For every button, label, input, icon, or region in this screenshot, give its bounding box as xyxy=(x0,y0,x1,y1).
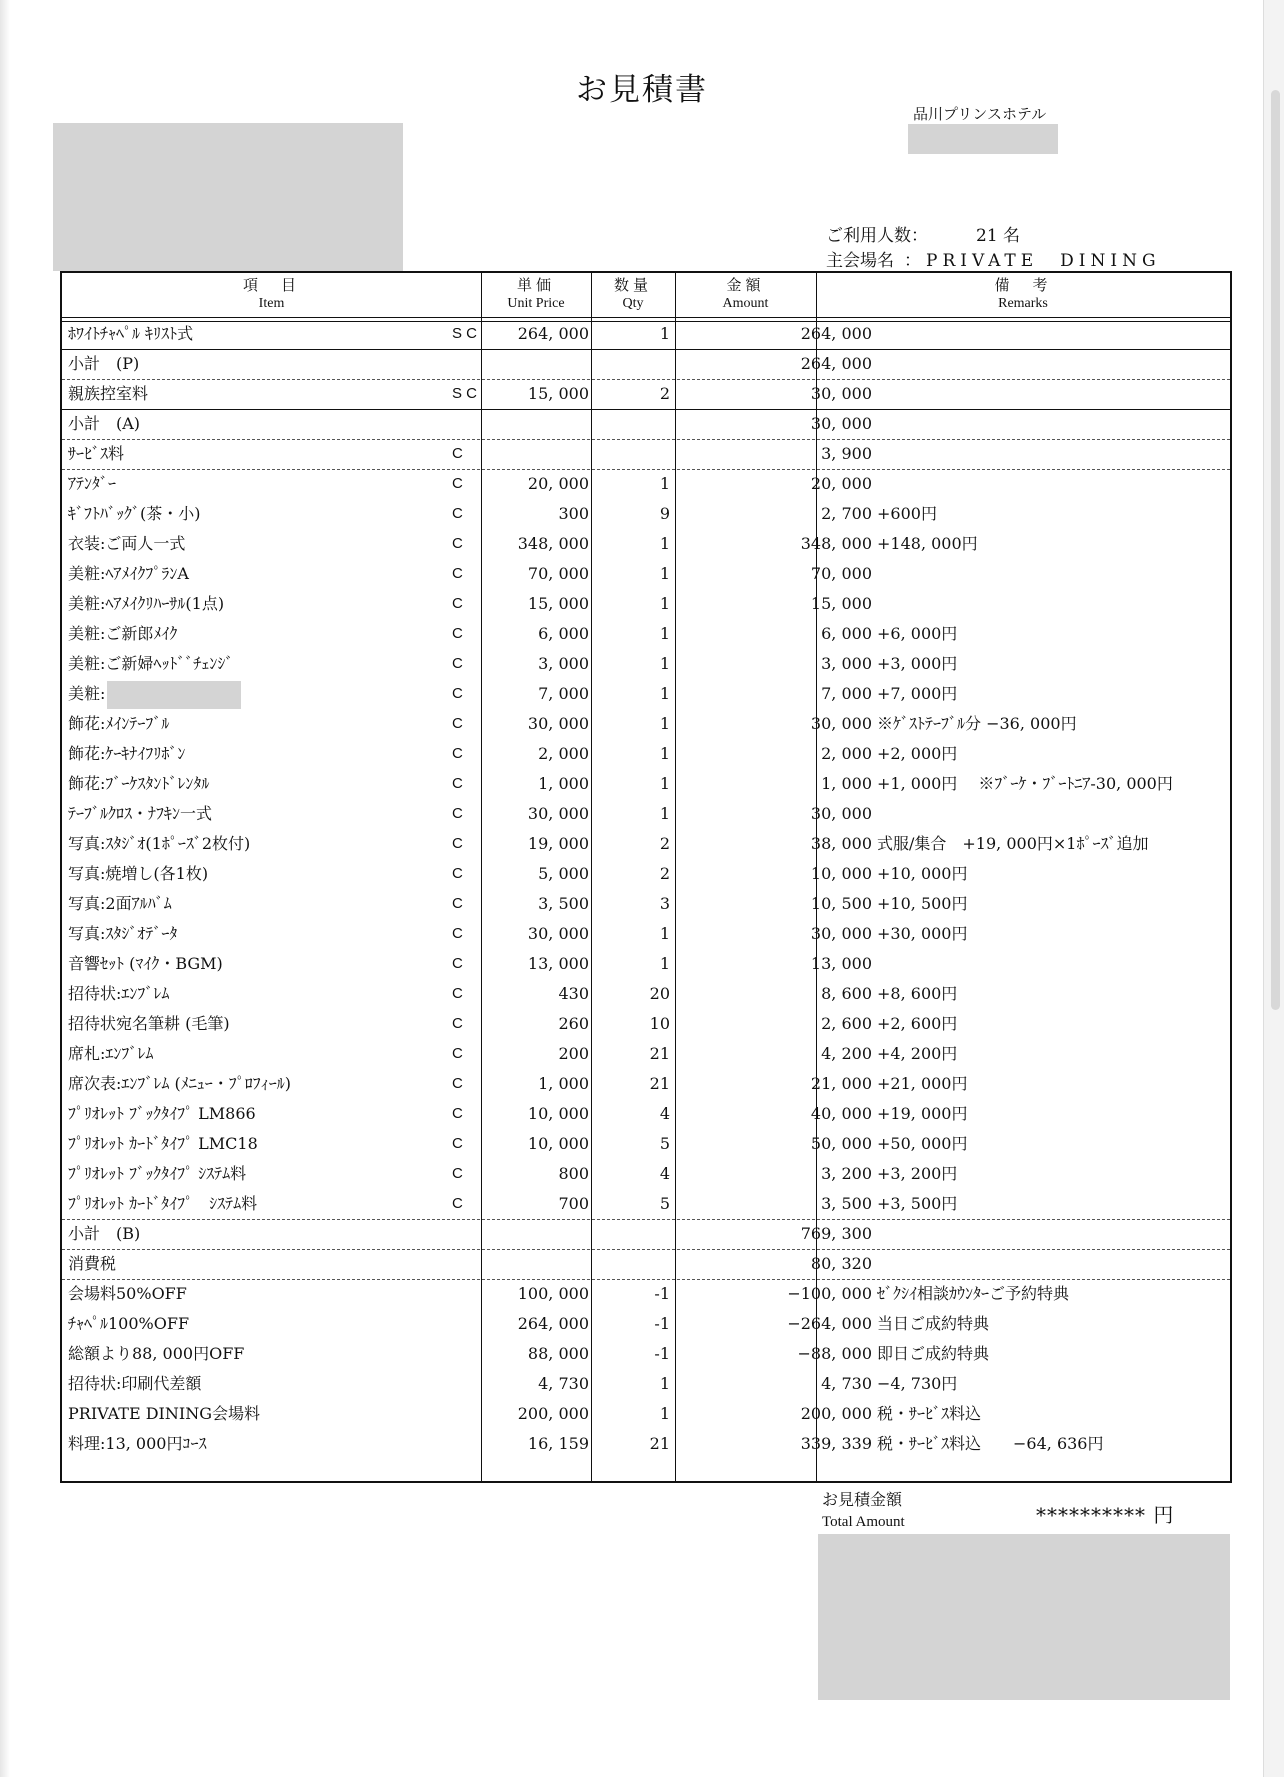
row-amount: 3, 500 xyxy=(821,1194,872,1213)
row-remark: +7, 000円 xyxy=(877,684,958,703)
row-qty: 20 xyxy=(649,984,670,1003)
row-unit-price: 700 xyxy=(558,1194,589,1213)
row-unit-price: 3, 500 xyxy=(538,894,589,913)
table-row xyxy=(62,1069,1230,1099)
row-remark: +4, 200円 xyxy=(877,1044,958,1063)
scrollbar-thumb[interactable] xyxy=(1271,90,1280,1010)
table-row xyxy=(62,859,1230,889)
row-qty: 1 xyxy=(659,954,670,973)
row-unit-price: 6, 000 xyxy=(538,624,589,643)
header-item xyxy=(62,273,481,317)
row-remark: ※ｹﾞｽﾄﾃｰﾌﾞﾙ分 −36, 000円 xyxy=(877,714,1077,733)
table-row xyxy=(62,439,1230,470)
row-amount: 38, 000 xyxy=(810,834,872,853)
table-row xyxy=(62,529,1230,559)
row-item: 写真:ｽﾀｼﾞｵﾃﾞｰﾀ xyxy=(68,924,178,943)
row-unit-price: 30, 000 xyxy=(527,804,589,823)
row-qty: 1 xyxy=(659,684,670,703)
row-code: C xyxy=(452,1165,463,1182)
row-qty: -1 xyxy=(654,1344,670,1363)
row-item: ﾌﾟﾘｵﾚｯﾄ ﾌﾞｯｸﾀｲﾌﾟ LM866 xyxy=(68,1104,256,1123)
row-remark: 税・ｻｰﾋﾞｽ料込 −64, 636円 xyxy=(877,1434,1104,1453)
row-remark xyxy=(877,589,1229,619)
header-qty-jp: 数量 xyxy=(613,276,652,294)
row-amount: 2, 700 xyxy=(821,504,872,523)
row-item: 親族控室料 xyxy=(68,384,149,403)
row-remark: 当日ご成約特典 xyxy=(877,1314,990,1333)
row-remark xyxy=(877,379,1229,409)
row-code: C xyxy=(452,1045,463,1062)
row-qty: 1 xyxy=(659,564,670,583)
row-remark: +148, 000円 xyxy=(877,534,978,553)
document-title: お見積書 xyxy=(576,72,708,108)
row-amount: 15, 000 xyxy=(810,594,872,613)
row-amount: 10, 500 xyxy=(810,894,872,913)
row-code: C xyxy=(452,1015,463,1032)
row-qty: 1 xyxy=(659,534,670,553)
row-unit-price: 15, 000 xyxy=(527,594,589,613)
row-item: ｷﾞﾌﾄﾊﾞｯｸﾞ(茶・小) xyxy=(68,504,201,523)
row-qty: 21 xyxy=(649,1044,670,1063)
row-remark: +21, 000円 xyxy=(877,1074,968,1093)
row-remark: 税・ｻｰﾋﾞｽ料込 xyxy=(877,1404,982,1423)
row-amount: 348, 000 xyxy=(800,534,872,553)
row-unit-price: 10, 000 xyxy=(527,1104,589,1123)
table-row xyxy=(62,1099,1230,1129)
row-item: 会場料50%OFF xyxy=(68,1284,187,1303)
row-amount: 6, 000 xyxy=(821,624,872,643)
row-amount: 8, 600 xyxy=(821,984,872,1003)
table-row xyxy=(62,1219,1230,1250)
row-qty: 1 xyxy=(659,924,670,943)
row-qty: 1 xyxy=(659,1404,670,1423)
redacted-block xyxy=(818,1534,1230,1700)
row-unit-price: 800 xyxy=(558,1164,589,1183)
header-remarks-en: Remarks xyxy=(998,296,1048,311)
row-amount: 80, 320 xyxy=(810,1254,872,1273)
row-item: 美粧:ﾍｱﾒｲｸﾌﾟﾗﾝA xyxy=(68,564,189,583)
guest-count xyxy=(826,221,1020,246)
row-code: S C xyxy=(452,325,478,342)
row-remark: +1, 000円 ※ﾌﾞｰｹ・ﾌﾞｰﾄﾆｱ-30, 000円 xyxy=(877,774,1173,793)
row-qty: 4 xyxy=(659,1164,670,1183)
row-remark: +2, 000円 xyxy=(877,744,958,763)
table-row xyxy=(62,1129,1230,1159)
row-qty: 2 xyxy=(659,864,670,883)
total-label xyxy=(822,1489,905,1533)
row-item: 小計 (P) xyxy=(68,354,140,373)
header-price xyxy=(481,273,591,317)
table-row xyxy=(62,799,1230,829)
row-qty: 3 xyxy=(659,894,670,913)
row-qty: 1 xyxy=(659,714,670,733)
redacted-block xyxy=(53,123,403,271)
table-row xyxy=(62,1309,1230,1339)
table-row xyxy=(62,619,1230,649)
row-unit-price: 348, 000 xyxy=(517,534,589,553)
table-row xyxy=(62,379,1230,410)
row-remark: ｾﾞｸｼｲ相談ｶｳﾝﾀｰご予約特典 xyxy=(877,1284,1070,1303)
row-amount: 4, 730 xyxy=(821,1374,872,1393)
row-code: C xyxy=(452,775,463,792)
row-remark xyxy=(877,469,1229,499)
row-item: 小計 (B) xyxy=(68,1224,141,1243)
venue xyxy=(826,246,1161,271)
row-item: 席次表:ｴﾝﾌﾞﾚﾑ (ﾒﾆｭｰ・ﾌﾟﾛﾌｨｰﾙ) xyxy=(68,1074,291,1093)
row-qty: 9 xyxy=(659,504,670,523)
row-qty: 5 xyxy=(659,1134,670,1153)
row-amount: −264, 000 xyxy=(787,1314,872,1333)
table-row xyxy=(62,649,1230,679)
row-amount: 30, 000 xyxy=(810,714,872,733)
row-remark: +10, 000円 xyxy=(877,864,968,883)
row-item: 衣装:ご両人一式 xyxy=(68,534,186,553)
row-qty xyxy=(592,439,670,469)
row-item: 総額より88, 000円OFF xyxy=(68,1344,245,1363)
row-remark xyxy=(877,439,1229,469)
table-row xyxy=(62,469,1230,499)
row-unit-price: 260 xyxy=(558,1014,589,1033)
row-amount: −100, 000 xyxy=(787,1284,872,1303)
row-amount: 3, 200 xyxy=(821,1164,872,1183)
table-row xyxy=(62,1189,1230,1220)
table-row xyxy=(62,1039,1230,1069)
row-code: C xyxy=(452,445,463,462)
row-qty: 1 xyxy=(659,654,670,673)
row-qty xyxy=(592,1219,670,1249)
table-row xyxy=(62,1429,1230,1459)
row-qty: 21 xyxy=(649,1074,670,1093)
row-qty xyxy=(592,409,670,439)
row-unit-price: 264, 000 xyxy=(517,1314,589,1333)
row-amount: 2, 000 xyxy=(821,744,872,763)
table-row xyxy=(62,559,1230,589)
table-row xyxy=(62,949,1230,979)
row-item: ﾌﾟﾘｵﾚｯﾄ ｶｰﾄﾞﾀｲﾌﾟ ｼｽﾃﾑ料 xyxy=(68,1194,258,1213)
row-code: C xyxy=(452,925,463,942)
row-item: ﾌﾟﾘｵﾚｯﾄ ﾌﾞｯｸﾀｲﾌﾟ ｼｽﾃﾑ料 xyxy=(68,1164,247,1183)
row-qty: 1 xyxy=(659,774,670,793)
row-unit-price: 3, 000 xyxy=(538,654,589,673)
row-remark: 式服/集合 +19, 000円×1ﾎﾟｰｽﾞ追加 xyxy=(877,834,1149,853)
row-item: 美粧:ご新婦ﾍｯﾄﾞﾞﾁｪﾝｼﾞ xyxy=(68,654,234,673)
row-unit-price: 5, 000 xyxy=(538,864,589,883)
row-remark: +600円 xyxy=(877,504,937,523)
row-amount: 70, 000 xyxy=(810,564,872,583)
row-unit-price: 70, 000 xyxy=(527,564,589,583)
row-unit-price: 88, 000 xyxy=(527,1344,589,1363)
row-amount: 339, 339 xyxy=(800,1434,872,1453)
row-remark: +50, 000円 xyxy=(877,1134,968,1153)
row-unit-price xyxy=(482,1249,589,1279)
row-code: C xyxy=(452,565,463,582)
row-amount: 769, 300 xyxy=(800,1224,872,1243)
row-code: C xyxy=(452,595,463,612)
row-qty: -1 xyxy=(654,1314,670,1333)
row-amount: 21, 000 xyxy=(810,1074,872,1093)
row-item: 招待状:印刷代差額 xyxy=(68,1374,202,1393)
row-remark: +3, 200円 xyxy=(877,1164,958,1183)
row-unit-price: 16, 159 xyxy=(527,1434,589,1453)
table-row xyxy=(62,739,1230,769)
row-item: 写真:2面ｱﾙﾊﾞﾑ xyxy=(68,894,172,913)
table-row xyxy=(62,1369,1230,1399)
row-item: ﾃｰﾌﾞﾙｸﾛｽ・ﾅﾌｷﾝ一式 xyxy=(68,804,213,823)
row-remark xyxy=(877,319,1229,349)
table-row xyxy=(62,319,1230,350)
row-remark: +30, 000円 xyxy=(877,924,968,943)
row-amount: 4, 200 xyxy=(821,1044,872,1063)
table-row xyxy=(62,1339,1230,1369)
row-remark xyxy=(877,1249,1229,1279)
row-remark: +3, 500円 xyxy=(877,1194,958,1213)
header-remarks xyxy=(816,273,1230,317)
row-code: C xyxy=(452,1105,463,1122)
table-row xyxy=(62,919,1230,949)
table-row xyxy=(62,589,1230,619)
row-code: C xyxy=(452,715,463,732)
row-qty: 1 xyxy=(659,594,670,613)
table-row xyxy=(62,349,1230,380)
table-row xyxy=(62,1399,1230,1429)
row-amount: 2, 600 xyxy=(821,1014,872,1033)
row-code: C xyxy=(452,745,463,762)
row-qty: 2 xyxy=(659,834,670,853)
row-code: C xyxy=(452,655,463,672)
table-row xyxy=(62,1279,1230,1309)
row-unit-price: 100, 000 xyxy=(517,1284,589,1303)
table-row xyxy=(62,769,1230,799)
header-amount-jp: 金額 xyxy=(726,276,765,294)
row-unit-price: 20, 000 xyxy=(527,474,589,493)
row-qty: 1 xyxy=(659,744,670,763)
row-amount: 7, 000 xyxy=(821,684,872,703)
total-label-jp: お見積金額 xyxy=(822,1490,903,1509)
header-item-jp: 項 目 xyxy=(242,276,300,294)
row-amount: 30, 000 xyxy=(810,384,872,403)
row-unit-price: 7, 000 xyxy=(538,684,589,703)
row-code: C xyxy=(452,505,463,522)
row-item: 写真:ｽﾀｼﾞｵ(1ﾎﾟｰｽﾞ2枚付) xyxy=(68,834,251,853)
row-remark xyxy=(877,799,1229,829)
row-unit-price: 15, 000 xyxy=(527,384,589,403)
row-amount: 20, 000 xyxy=(810,474,872,493)
row-unit-price: 30, 000 xyxy=(527,924,589,943)
row-amount: 264, 000 xyxy=(800,324,872,343)
table-row xyxy=(62,1009,1230,1039)
row-unit-price: 2, 000 xyxy=(538,744,589,763)
row-amount: 30, 000 xyxy=(810,804,872,823)
row-amount: 40, 000 xyxy=(810,1104,872,1123)
row-remark xyxy=(877,1219,1229,1249)
row-code: C xyxy=(452,1195,463,1212)
row-remark xyxy=(877,409,1229,439)
row-unit-price: 19, 000 xyxy=(527,834,589,853)
row-item: 飾花:ｹｰｷﾅｲﾌﾘﾎﾞﾝ xyxy=(68,744,186,763)
row-item: 飾花:ﾌﾞｰｹｽﾀﾝﾄﾞﾚﾝﾀﾙ xyxy=(68,774,210,793)
total-value: ********** 円 xyxy=(1036,1503,1175,1527)
header-price-en: Unit Price xyxy=(507,296,565,311)
row-item: ﾁｬﾍﾟﾙ100%OFF xyxy=(68,1314,190,1333)
row-remark: 即日ご成約特典 xyxy=(877,1344,990,1363)
row-code: C xyxy=(452,475,463,492)
row-qty: 1 xyxy=(659,474,670,493)
guest-count-value: 21 名 xyxy=(976,226,1021,246)
row-remark: +6, 000円 xyxy=(877,624,958,643)
table-row xyxy=(62,679,1230,709)
row-remark xyxy=(877,349,1229,379)
row-unit-price xyxy=(482,1219,589,1249)
row-remark: −4, 730円 xyxy=(877,1374,958,1393)
row-item: 美粧:ﾍｱﾒｲｸﾘﾊｰｻﾙ(1点) xyxy=(68,594,225,613)
row-amount: 264, 000 xyxy=(800,354,872,373)
row-item: 写真:焼増し(各1枚) xyxy=(68,864,209,883)
row-amount: 13, 000 xyxy=(810,954,872,973)
row-unit-price: 4, 730 xyxy=(538,1374,589,1393)
row-amount: 10, 000 xyxy=(810,864,872,883)
header-amount xyxy=(675,273,816,317)
row-amount: 1, 000 xyxy=(821,774,872,793)
row-unit-price: 264, 000 xyxy=(517,324,589,343)
row-code: C xyxy=(452,865,463,882)
total-label-en: Total Amount xyxy=(822,1514,905,1530)
row-code: C xyxy=(452,1075,463,1092)
table-row xyxy=(62,889,1230,919)
row-amount: 3, 900 xyxy=(821,444,872,463)
row-item: 消費税 xyxy=(68,1254,117,1273)
row-item: 招待状:ｴﾝﾌﾞﾚﾑ xyxy=(68,984,170,1003)
row-item: 美粧:ご新郎ﾒｲｸ xyxy=(68,624,178,643)
row-code: C xyxy=(452,535,463,552)
row-qty: 1 xyxy=(659,1374,670,1393)
row-qty: 5 xyxy=(659,1194,670,1213)
row-qty xyxy=(592,1249,670,1279)
header-qty-en: Qty xyxy=(622,296,644,311)
row-unit-price: 300 xyxy=(558,504,589,523)
row-qty: 1 xyxy=(659,804,670,823)
scrollbar-track[interactable] xyxy=(1263,0,1284,1777)
row-remark: +2, 600円 xyxy=(877,1014,958,1033)
row-remark xyxy=(877,949,1229,979)
row-unit-price: 430 xyxy=(558,984,589,1003)
row-amount: 30, 000 xyxy=(810,414,872,433)
page-edge-shadow xyxy=(0,0,10,1777)
table-row xyxy=(62,499,1230,529)
row-item: ｻｰﾋﾞｽ料 xyxy=(68,444,125,463)
row-unit-price: 13, 000 xyxy=(527,954,589,973)
redacted-block xyxy=(908,124,1058,154)
row-unit-price xyxy=(482,439,589,469)
table-row xyxy=(62,979,1230,1009)
row-amount: 3, 000 xyxy=(821,654,872,673)
row-remark: +10, 500円 xyxy=(877,894,968,913)
row-code: C xyxy=(452,805,463,822)
row-remark xyxy=(877,559,1229,589)
row-unit-price: 200, 000 xyxy=(517,1404,589,1423)
row-qty: 1 xyxy=(659,624,670,643)
header-item-en: Item xyxy=(258,296,285,311)
row-unit-price: 30, 000 xyxy=(527,714,589,733)
row-code: C xyxy=(452,685,463,702)
venue-label: 主会場名 xyxy=(826,251,894,271)
estimate-table xyxy=(60,271,1232,1483)
venue-value: ：PRIVATE DINING xyxy=(904,251,1161,271)
row-unit-price: 1, 000 xyxy=(538,774,589,793)
row-item: 飾花:ﾒｲﾝﾃｰﾌﾞﾙ xyxy=(68,714,170,733)
redacted-block xyxy=(107,681,241,709)
table-row xyxy=(62,829,1230,859)
row-code: C xyxy=(452,895,463,912)
row-qty: 2 xyxy=(659,384,670,403)
row-qty: 21 xyxy=(649,1434,670,1453)
row-amount: 30, 000 xyxy=(810,924,872,943)
guest-count-label: ご利用人数： xyxy=(826,226,928,246)
row-code: C xyxy=(452,955,463,972)
row-amount: 50, 000 xyxy=(810,1134,872,1153)
table-row xyxy=(62,409,1230,440)
row-qty xyxy=(592,349,670,379)
header-amount-en: Amount xyxy=(722,296,769,311)
row-amount: −88, 000 xyxy=(797,1344,872,1363)
row-item: PRIVATE DINING会場料 xyxy=(68,1404,260,1423)
row-code: C xyxy=(452,985,463,1002)
row-unit-price: 1, 000 xyxy=(538,1074,589,1093)
row-remark: +19, 000円 xyxy=(877,1104,968,1123)
table-row xyxy=(62,709,1230,739)
row-remark: +8, 600円 xyxy=(877,984,958,1003)
header-qty xyxy=(591,273,675,317)
row-unit-price xyxy=(482,349,589,379)
row-item: 席札:ｴﾝﾌﾞﾚﾑ xyxy=(68,1044,154,1063)
row-unit-price xyxy=(482,409,589,439)
row-item: 音響ｾｯﾄ (ﾏｲｸ・BGM) xyxy=(68,954,223,973)
table-row xyxy=(62,1249,1230,1280)
row-item: ｱﾃﾝﾀﾞｰ xyxy=(68,474,117,493)
row-remark: +3, 000円 xyxy=(877,654,958,673)
header-price-jp: 単価 xyxy=(516,276,555,294)
row-code: S C xyxy=(452,385,478,402)
row-code: C xyxy=(452,1135,463,1152)
row-amount: 200, 000 xyxy=(800,1404,872,1423)
row-unit-price: 200 xyxy=(558,1044,589,1063)
row-code: C xyxy=(452,625,463,642)
row-item: 招待状宛名筆耕 (毛筆) xyxy=(68,1014,230,1033)
row-item: 美粧: xyxy=(68,679,418,709)
row-qty: -1 xyxy=(654,1284,670,1303)
table-row xyxy=(62,1159,1230,1189)
row-qty: 1 xyxy=(659,324,670,343)
header-remarks-jp: 備 考 xyxy=(994,276,1052,294)
row-qty: 10 xyxy=(649,1014,670,1033)
hotel-name: 品川プリンスホテル xyxy=(913,105,1047,123)
row-code: C xyxy=(452,835,463,852)
row-qty: 4 xyxy=(659,1104,670,1123)
row-unit-price: 10, 000 xyxy=(527,1134,589,1153)
row-item: 小計 (A) xyxy=(68,414,141,433)
row-item: 料理:13, 000円ｺｰｽ xyxy=(68,1434,207,1453)
row-item: ﾎﾜｲﾄﾁｬﾍﾟﾙ ｷﾘｽﾄ式 xyxy=(68,324,194,343)
row-item: ﾌﾟﾘｵﾚｯﾄ ｶｰﾄﾞﾀｲﾌﾟ LMC18 xyxy=(68,1134,258,1153)
